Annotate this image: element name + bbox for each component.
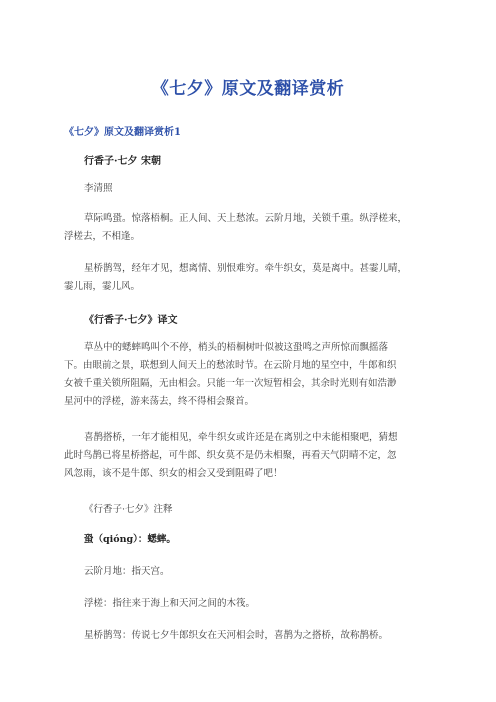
translation-para2-line1: 喜鹊搭桥，一年才能相见，牵牛织女或许还是在离别之中未能相聚吧，猜想 xyxy=(84,432,398,443)
section-title: 《七夕》原文及翻译赏析1 xyxy=(64,127,181,138)
poem-stanza2-line1: 星桥鹊驾，经年才见，想离情、别恨难穷。牵牛织女，莫是离中。甚霎儿晴， xyxy=(84,263,408,274)
translation-para2-line3: 风忽雨，该不是牛郎、织女的相会又受到阻碍了吧！ xyxy=(64,468,283,479)
note-item: 云阶月地：指天宫。 xyxy=(84,566,170,577)
note-item: 浮槎：指往来于海上和天河之间的木筏。 xyxy=(84,598,256,609)
poem-stanza1-line2: 浮槎去，不相逢。 xyxy=(64,231,141,242)
translation-para1-line1: 草丛中的蟋蟀鸣叫个不停，梢头的梧桐树叶似被这蛩鸣之声所惊而飘摇落 xyxy=(84,342,389,353)
poem-author: 李清照 xyxy=(84,183,113,194)
poem-stanza2-line2: 霎儿雨，霎儿风。 xyxy=(64,281,141,292)
page-title: 《七夕》原文及翻译赏析 xyxy=(151,79,345,99)
translation-para1-line3: 女被千重关锁所阻隔，无由相会。只能一年一次短暂相会，其余时光则有如浩渺 xyxy=(64,378,397,389)
note-item: 星桥鹊驾：传说七夕牛郎织女在天河相会时，喜鹊为之搭桥，故称鹊桥。 xyxy=(84,630,389,641)
notes-heading: 《行香子·七夕》注释 xyxy=(84,504,173,515)
translation-para2-line2: 此时鸟鹊已将星桥搭起，可牛郎、织女莫不是仍未相聚，再看天气阴晴不定，忽 xyxy=(64,450,397,461)
translation-para1-line4: 星河中的浮槎，游来荡去，终不得相会聚首。 xyxy=(64,396,255,407)
translation-heading: 《行香子·七夕》译文 xyxy=(84,315,178,326)
poem-stanza1-line1: 草际鸣蛩。惊落梧桐。正人间、天上愁浓。云阶月地，关锁千重。纵浮槎来， xyxy=(84,213,408,224)
poem-title-line: 行香子·七夕 宋朝 xyxy=(84,156,161,167)
note-item: 蛩（qióng）：蟋蟀。 xyxy=(84,534,176,545)
translation-para1-line2: 下。由眼前之景，联想到人间天上的愁浓时节。在云阶月地的星空中，牛郎和织 xyxy=(64,360,397,371)
